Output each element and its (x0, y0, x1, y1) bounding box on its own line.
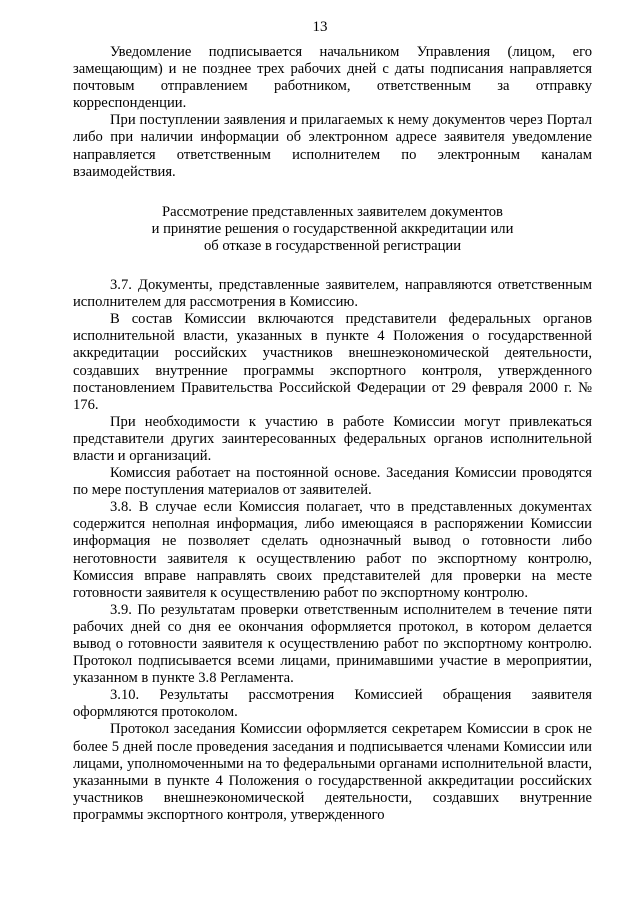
paragraph: Протокол заседания Комиссии оформляется секретарем Комиссии в срок не более 5 дней после проведения заседания и подписывается членами Комиссии или лицами, уполномоченными на то федеральными органами исполнительной власти, указанными в пункте 4 Положения о государственной аккредитации российских участников внешнеэкономической деятельности, создавших внутренние программы экспортного контроля, утвержденного (73, 721, 592, 823)
paragraph: При поступлении заявления и прилагаемых к нему документов через Портал либо при наличии информации об электронном адресе заявителя уведомление направляется ответственным исполнителем по электронным каналам взаимодействия. (73, 112, 592, 180)
section-heading-line: об отказе в государственной регистрации (203, 237, 462, 254)
paragraph: 3.10. Результаты рассмотрения Комиссией обращения заявителя оформляются протоколом. (73, 687, 592, 721)
paragraph: 3.9. По результатам проверки ответственным исполнителем в течение пяти рабочих дней со дня ее окончания оформляется протокол, в котором делается вывод о готовности заявителя к осуществлению работ по экспортному контролю. Протокол подписывается всеми лицами, принимавшими участие в мероприятии, указанном в пункте 3.8 Регламента. (73, 601, 592, 687)
document-body (73, 44, 592, 824)
paragraph: Комиссия работает на постоянной основе. Заседания Комиссии проводятся по мере поступления материалов от заявителей. (73, 465, 592, 499)
paragraph: В состав Комиссии включаются представители федеральных органов исполнительной власти, указанных в пункте 4 Положения о государственной аккредитации российских участников внешнеэкономической деятельности, создавших внутренние программы экспортного контроля, утвержденного постановлением Правительства Российской Федерации от 29 февраля 2000 г. № 176. (73, 311, 592, 413)
section-heading (73, 204, 592, 255)
paragraph: Уведомление подписывается начальником Управления (лицом, его замещающим) и не позднее трех рабочих дней с даты подписания направляется почтовым отправлением работником, ответственным за отправку корреспонденции. (73, 44, 592, 112)
page-number: 13 (312, 19, 328, 35)
paragraph: 3.7. Документы, представленные заявителем, направляются ответственным исполнителем для рассмотрения в Комиссию. (73, 277, 592, 311)
section-heading-line: и принятие решения о государственной аккредитации или (151, 220, 514, 237)
paragraph: 3.8. В случае если Комиссия полагает, что в представленных документах содержится неполная информация, либо имеющаяся в распоряжении Комиссии информация не позволяет сделать однозначный вывод о готовности либо неготовности заявителя к осуществлению работ по экспортному контролю, Комиссия вправе направлять своих представителей для проверки на месте готовности заявителя к осуществлению работ по экспортному контролю. (73, 499, 592, 601)
paragraph: При необходимости к участию в работе Комиссии могут привлекаться представители других заинтересованных федеральных органов исполнительной власти и организаций. (73, 413, 592, 464)
section-heading-line: Рассмотрение представленных заявителем документов (162, 203, 503, 220)
